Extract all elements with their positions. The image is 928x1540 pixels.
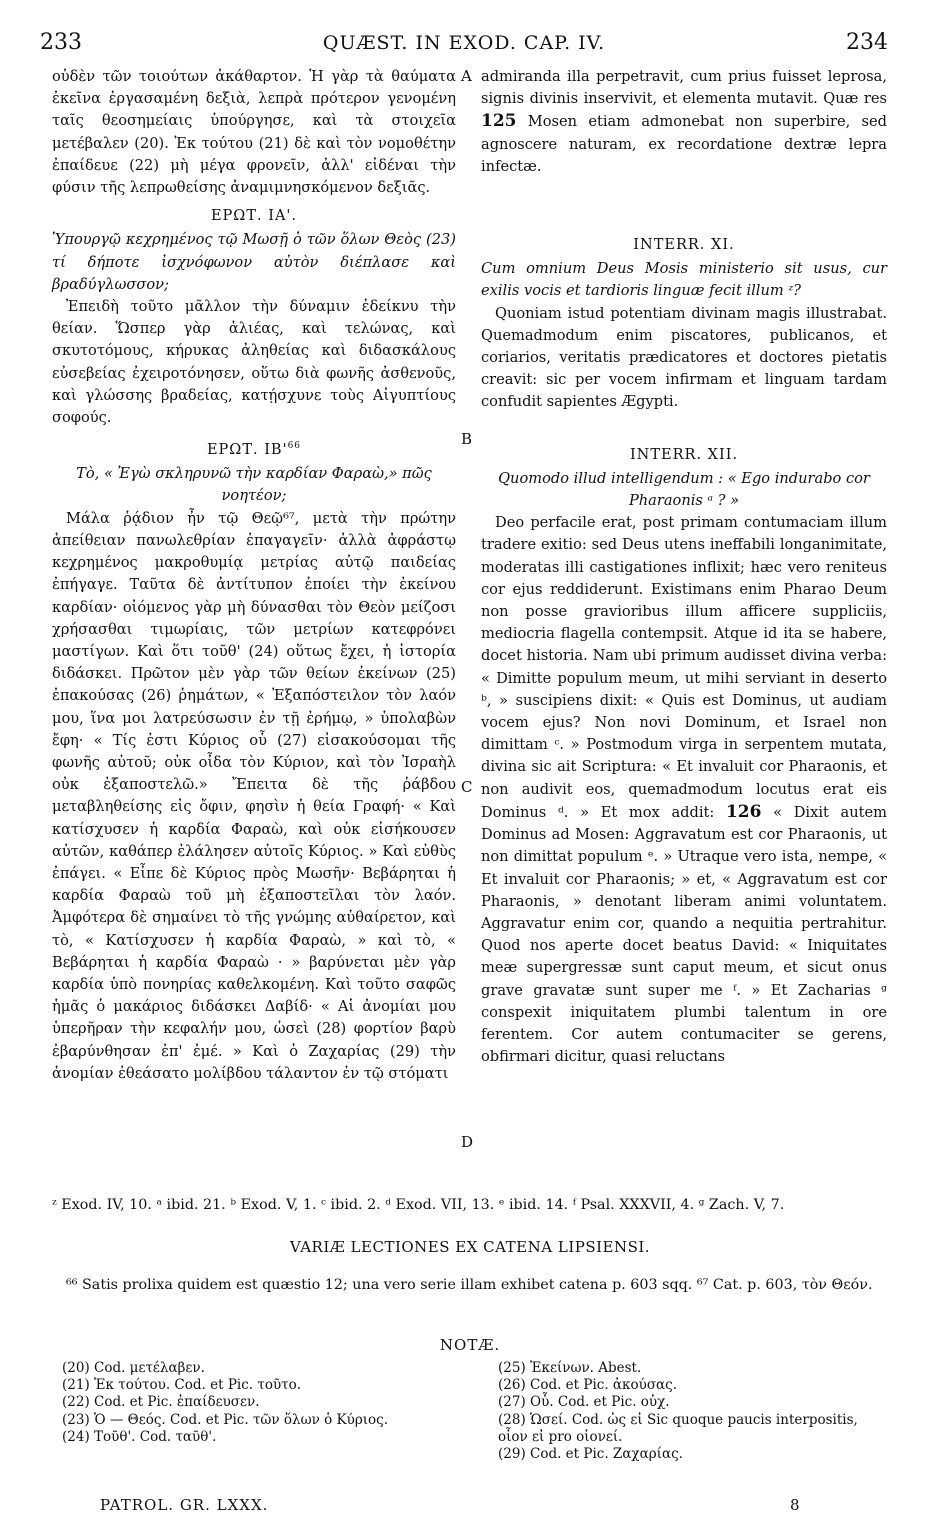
latin-heading-11: INTERR. XI.: [633, 237, 735, 254]
latin-paragraph-1: [481, 66, 887, 178]
page-number-right: 234: [846, 30, 888, 55]
latin-question-12: Quomodo illud intelligendum : « Ego indurabo cor Pharaonis ᵃ ? »: [498, 469, 870, 510]
greek-question-12: Τὸ, « Ἐγὼ σκληρυνῶ τὴν καρδίαν Φαραὼ,» πῶς νοητέον;: [76, 465, 432, 505]
greek-column: [52, 66, 456, 1085]
margin-letter-c: C: [461, 778, 473, 796]
greek-question-11: Ὑπουργῷ κεχρημένος τῷ Μωσῇ ὁ τῶν ὅλων Θεὸς (23) τί δήποτε ἰσχνόφωνον αὐτὸν διέπλασε καὶ βραδύγλωσσον;: [52, 231, 456, 293]
greek-heading-12: [52, 435, 456, 461]
note-29: (29) Cod. et Pic. Ζαχαρίας.: [498, 1446, 683, 1463]
gathering-number: 8: [790, 1496, 800, 1514]
greek-heading-12-sup: 66: [287, 441, 302, 452]
greek-heading-11: ΕΡΩΤ. ΙΑ'.: [210, 208, 298, 225]
page-number-left: 233: [40, 30, 82, 55]
note-21: (21) Ἐκ τούτου. Cod. et Pic. τοῦτο.: [62, 1377, 302, 1394]
latin-question-11: Cum omnium Deus Mosis ministerio sit usus, cur exilis vocis et tardioris linguæ fecit illum ᶻ?: [481, 260, 887, 300]
note-25: (25) Ἐκείνων. Abest.: [498, 1360, 642, 1376]
latin-heading-12: INTERR. XII.: [629, 446, 739, 463]
note-22: (22) Cod. et Pic. ἐπαίδευσεν.: [62, 1394, 260, 1411]
running-header: [40, 30, 888, 60]
notae-left-column: [62, 1360, 462, 1446]
signature-mark: PATROL. GR. LXXX.: [100, 1496, 269, 1514]
note-28: (28) Ὡσεί. Cod. ὡς εἰ Sic quoque paucis interpositis, οἷον εἰ pro οἱονεί.: [498, 1411, 858, 1445]
note-26: (26) Cod. et Pic. ἀκούσας.: [498, 1377, 678, 1394]
margin-letter-b: B: [461, 430, 473, 448]
greek-answer-11: Ἐπειδὴ τοῦτο μᾶλλον τὴν δύναμιν ἐδείκνυ τὴν θείαν. Ὥσπερ γὰρ ἁλιέας, καὶ τελώνας, καὶ σκυτοτόμους, κήρυκας ἀληθείας καὶ διδασκάλους εὐσεβείας ἐχειροτόνησεν, οὕτω διὰ φωνῆς ἀσθενοῦς, καὶ γλώσσης βραδείας, κατῄσχυνε τοὺς Αἰγυπτίους σοφούς.: [52, 298, 456, 427]
notae-right-column: [498, 1360, 888, 1463]
latin-column: [481, 66, 887, 1068]
margin-letter-a: A: [461, 67, 472, 85]
variae-lectiones-title: VARIÆ LECTIONES EX CATENA LIPSIENSI.: [289, 1238, 651, 1256]
column-number-126: 126: [725, 801, 762, 822]
greek-heading-12-text: ΕΡΩΤ. ΙΒ': [206, 442, 288, 459]
running-title: QUÆST. IN EXOD. CAP. IV.: [322, 32, 606, 54]
variae-lectiones-text: ⁶⁶ Satis prolixa quidem est quæstio 12; una vero serie illam exhibet catena p. 603 sqq. ⁶⁷ Cat. p. 603, τὸν Θεόν.: [66, 1277, 873, 1293]
latin-answer-12: [481, 512, 887, 1068]
note-27: (27) Οὗ. Cod. et Pic. οὐχ.: [498, 1394, 670, 1411]
latin-p3b: « Dixit autem Dominus ad Mosen: Aggravatum est cor Pharaonis, ut non dimittat populum ᵉ. » Utraque vero ista, nempe, « Et invaluit cor Pharaonis; » et, « Aggravatum est cor Pharaonis, » denotant liberam animi voluntatem. Aggravatur enim cor, quando a nequitia pertrahitur. Quod nos aperte docet beatus David: « Iniquitates meæ supergressæ sunt caput meum, et sicut onus grave gravatæ sunt super me ᶠ. » Et Zacharias ᵍ conspexit iniquitatem plumbi talentum in ore ferentem. Cor autem contumaciter se gerens, obfirmari dicitur, quasi reluctans: [481, 803, 887, 1066]
note-23: (23) Ὁ — Θεός. Cod. et Pic. τῶν ὅλων ὁ Κύριος.: [62, 1411, 389, 1428]
column-number-125: 125: [481, 111, 517, 132]
latin-answer-11: Quoniam istud potentiam divinam magis illustrabat. Quemadmodum enim piscatores, publicanos, et coriarios, veritatis prædicatores et doctores pietatis creavit: sic per vocem infirmam et linguam tardam confudit sapientes Ægypti.: [481, 304, 887, 411]
note-20: (20) Cod. μετέλαβεν.: [62, 1360, 205, 1376]
note-24: (24) Τοῦθ'. Cod. ταῦθ'.: [62, 1428, 217, 1445]
greek-answer-12: Μάλα ῥᾴδιον ἦν τῷ Θεῷ⁶⁷, μετὰ τὴν πρώτην ἀπείθειαν πανωλεθρίαν ἐπαγαγεῖν· ἀλλὰ ἀφράστῳ κεχρημένος μακροθυμίᾳ μετρίας αὐτῷ παιδείας ἐπήγαγε. Ταῦτα δὲ ἀντίτυπον ἐποίει τὴν ἐκείνου καρδίαν· οἰόμενος γὰρ μὴ δύνασθαι τὸν Θεὸν μείζοσι χρήσασθαι τιμωρίαις, τῶν μετρίων κατεφρόνει μαστίγων. Καὶ ὅτι τοῦθ' (24) οὕτως ἔχει, ἡ ἱστορία διδάσκει. Πρῶτον μὲν γὰρ τῶν θείων ἐκείνων (25) ἐπακούσας (26) ῥημάτων, « Ἐξαπόστειλον τὸν λαόν μου, ἵνα μοι λατρεύσωσιν ἐν τῇ ἐρήμῳ, » ὑπολαβὼν ἔφη· « Τίς ἐστι Κύριος οὗ (27) εἰσακούσομαι τῆς φωνῆς αὐτοῦ; οὐκ οἶδα τὸν Κύριον, καὶ τὸν Ἰσραὴλ οὐκ ἐξαποστελῶ.» Ἔπειτα δὲ τῆς ῥάβδου μεταβληθείσης εἰς ὄφιν, φησὶν ἡ θεία Γραφή· « Καὶ κατίσχυσεν ἡ καρδία Φαραὼ, καὶ οὐκ εἰσήκουσεν αὐτῶν, καθάπερ ἐλάλησεν αὐτοῖς Κύριος. » Καὶ εὐθὺς ἐπάγει. « Εἶπε δὲ Κύριος πρὸς Μωσῆν· Βεβάρηται ἡ καρδία Φαραὼ τοῦ μὴ ἐξαποστεῖλαι τὸν λαόν. Ἀμφότερα δὲ σημαίνει τὸ τῆς γνώμης αὐθαίρετον, καὶ τὸ, « Κατίσχυσεν ἡ καρδία Φαραὼ, » καὶ τὸ, « Βεβάρηται ἡ καρδία Φαραὼ · » βαρύνεται μὲν γὰρ καρδία ὑπὸ πονηρίας καθελκομένη. Καὶ τοῦτο σαφῶς ἡμᾶς ὁ μακάριος διδάσκει Δαβίδ· « Αἱ ἀνομίαι μου ὑπερῆραν τὴν κεφαλήν μου, ὡσεὶ (28) φορτίον βαρὺ ἐβαρύνθησαν ἐπ' ἐμέ. » Καὶ ὁ Ζαχαρίας (29) τὴν ἀνομίαν ἐθεάσατο μολίβδου τάλαντον ἐν τῷ στόματι: [52, 509, 456, 1082]
latin-p1a: admiranda illa perpetravit, cum prius fuisset leprosa, signis divinis inservivit, et elementa mutavit. Quæ res: [481, 68, 887, 108]
greek-paragraph-1: οὐδὲν τῶν τοιούτων ἀκάθαρτον. Ἡ γὰρ τὰ θαύματα ἐκεῖνα ἐργασαμένη δεξιὰ, λεπρὰ πρότερον γενομένη ταῖς θεοσημείαις ὑπούργησε, καὶ τὰ στοιχεῖα μετέβαλεν (20). Ἐκ τούτου (21) δὲ καὶ τὸν νομοθέτην ἐπαίδευε (22) μὴ μέγα φρονεῖν, ἀλλ' εἰδέναι τὴν φύσιν τῆς λεπρωθείσης ἀναμιμνησκόμενον δεξιᾶς.: [52, 68, 456, 197]
scripture-references: ᶻ Exod. IV, 10. ᵃ ibid. 21. ᵇ Exod. V, 1. ᶜ ibid. 2. ᵈ Exod. VII, 13. ᵉ ibid. 14. ᶠ Psal. XXXVII, 4. ᵍ Zach. V, 7.: [52, 1197, 785, 1213]
margin-letter-d: D: [461, 1133, 474, 1151]
latin-p3a: Deo perfacile erat, post primam contumaciam illum tradere exitio: sed Deus utens ineffabili longanimitate, moderatas illi castigationes inflixit; hæc vero reniteus cor ejus reddiderunt. Existimans enim Pharao Deum non posse gravioribus illum afficere suppliciis, mediocria flagella contempsit. Atque id ita se habere, docet historia. Nam ubi primum audisset divina verba: « Dimitte populum meum, ut mihi serviant in deserto ᵇ, » suscipiens dixit: « Quis est Dominus, ut audiam vocem ejus? Non novi Dominum, et Israel non dimittam ᶜ. » Postmodum virga in serpentem mutata, divina sic ait Scriptura: « Et invaluit cor Pharaonis, et non audivit eos, quemadmodum locutus erat eis Dominus ᵈ. » Et mox addit:: [481, 514, 887, 821]
notae-title: NOTÆ.: [439, 1336, 501, 1354]
latin-p1b: Mosen etiam admonebat non superbire, sed agnoscere naturam, ex recordatione dextræ lepra infectæ.: [481, 113, 887, 175]
